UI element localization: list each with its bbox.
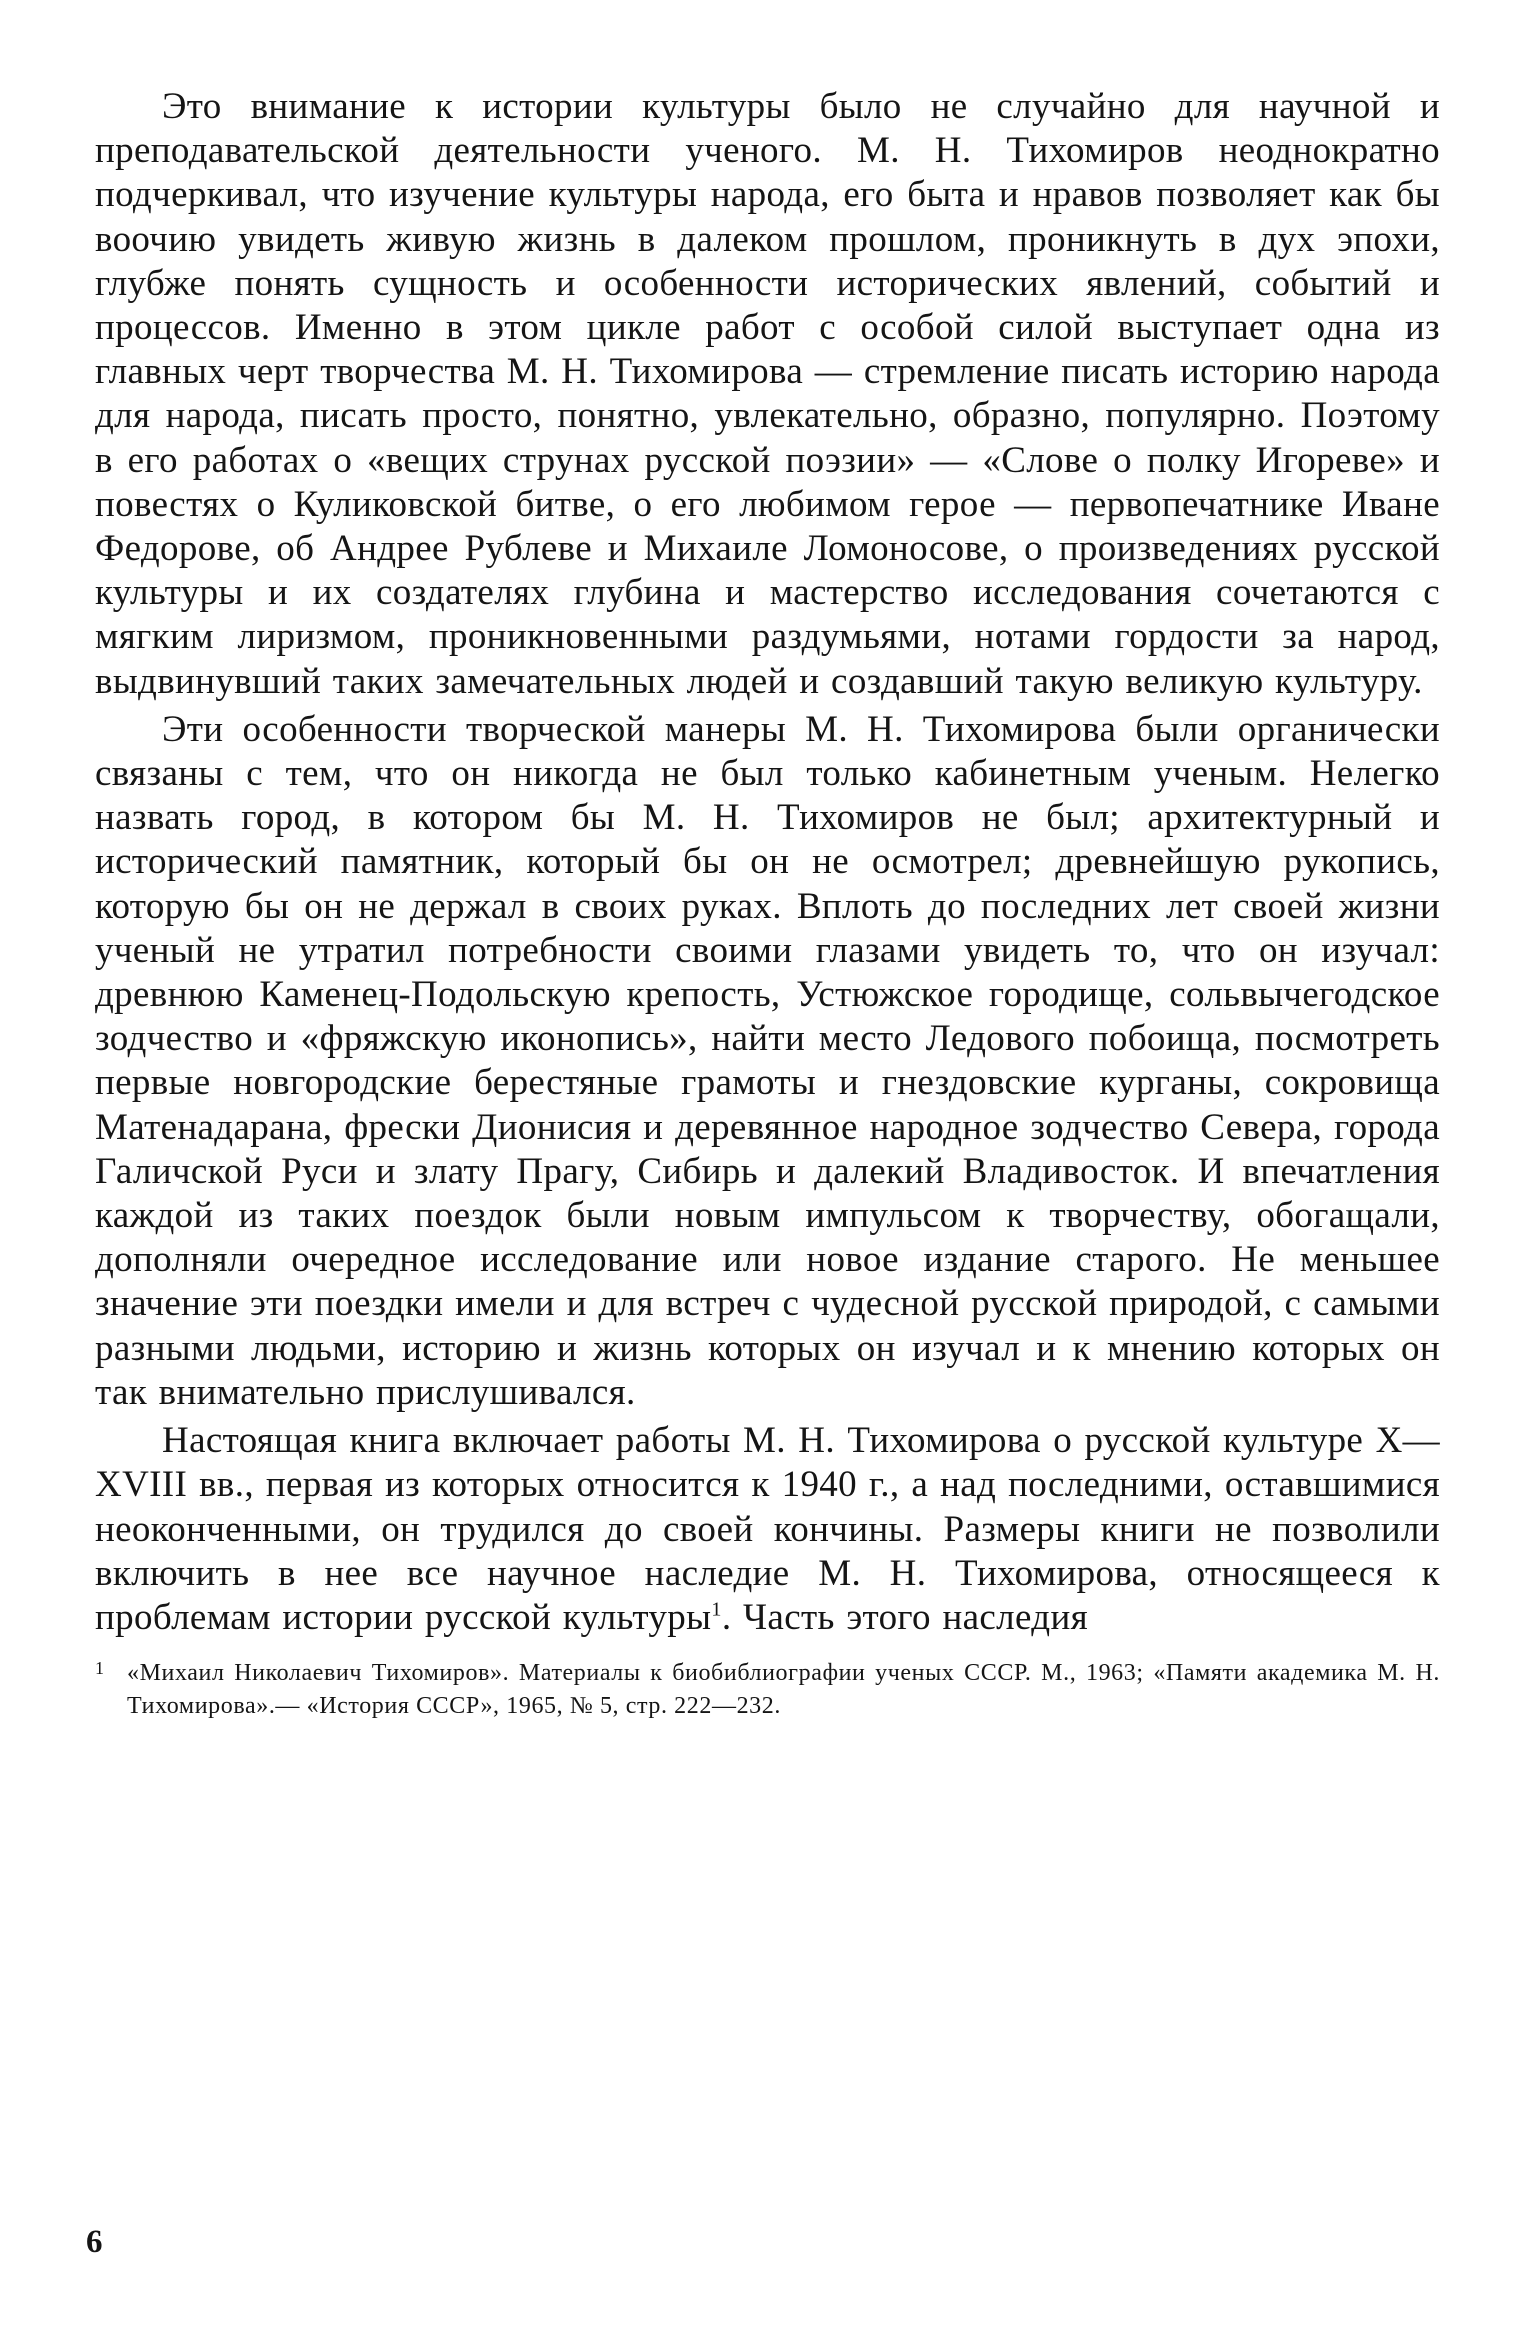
paragraph-2: Эти особенности творческой манеры М. Н. Тихомирова были органически связаны с тем, что он никогда не был только кабинетным ученым. Нелегко назвать город, в котором бы М. Н. Тихомиров не был; архитектурный и исторический памятник, который бы он не осмотрел; древнейшую рукопись, которую бы он не держал в своих руках. Вплоть до последних лет своей жизни ученый не утратил потребности своими глазами увидеть то, что он изучал: древнюю Каменец-Подольскую крепость, Устюжское городище, сольвычегодское зодчество и «фряжскую иконопись», найти место Ледового побоища, посмотреть первые новгородские берестяные грамоты и гнездовские курганы, сокровища Матенадарана, фрески Дионисия и деревянное народное зодчество Севера, города Галичской Руси и злату Прагу, Сибирь и далекий Владивосток. И впечатления каждой из таких поездок были новым импульсом к творчеству, обогащали, дополняли очередное исследование или новое издание старого. Не меньшее значение эти поездки имели и для встреч с чудесной русской природой, с самыми разными людьми, историю и жизнь которых он изучал и к мнению которых он так внимательно прислушивался. [95,708,1440,1413]
footnote-reference: 1 [711,1598,722,1621]
paragraph-3-text: Настоящая книга включает работы М. Н. Тихомирова о русской культуре X—XVIII вв., первая из которых относится к 1940 г., а над последними, оставшимися неоконченными, он трудился до своей кончины. Размеры книги не позволили включить в нее все научное наследие М. Н. Тихомирова, относящееся к проблемам истории русской культуры [95,1420,1440,1638]
footnote-text: «Михаил Николаевич Тихомиров». Материалы к биобиблиографии ученых СССР. М., 1963; «Памяти академика М. Н. Тихомирова».— «История СССР», 1965, № 5, стр. 222—232. [127,1660,1440,1720]
paragraph-3-tail: . Часть этого наследия [721,1596,1088,1638]
page-content [95,85,1440,1723]
footnote [95,1652,1440,1723]
footnote-mark: 1 [95,1658,105,1679]
paragraph-1: Это внимание к истории культуры было не случайно для научной и преподавательской деятельности ученого. М. Н. Тихомиров неоднократно подчеркивал, что изучение культуры народа, его быта и нравов позволяет как бы воочию увидеть живую жизнь в далеком прошлом, проникнуть в дух эпохи, глубже понять сущность и особенности исторических явлений, событий и процессов. Именно в этом цикле работ с особой силой выступает одна из главных черт творчества М. Н. Тихомирова — стремление писать историю народа для народа, писать просто, понятно, увлекательно, образно, популярно. Поэтому в его работах о «вещих струнах русской поэзии» — «Слове о полку Игореве» и повестях о Куликовской битве, о его любимом герое — первопечатнике Иване Федорове, об Андрее Рублеве и Михаиле Ломоносове, о произведениях русской культуры и их создателях глубина и мастерство исследования сочетаются с мягким лиризмом, проникновенными раздумьями, нотами гордости за народ, выдвинувший таких замечательных людей и создавший такую великую культуру. [95,86,1440,702]
page-number: 6 [86,2224,103,2260]
paragraph-3 [95,1419,1440,1640]
